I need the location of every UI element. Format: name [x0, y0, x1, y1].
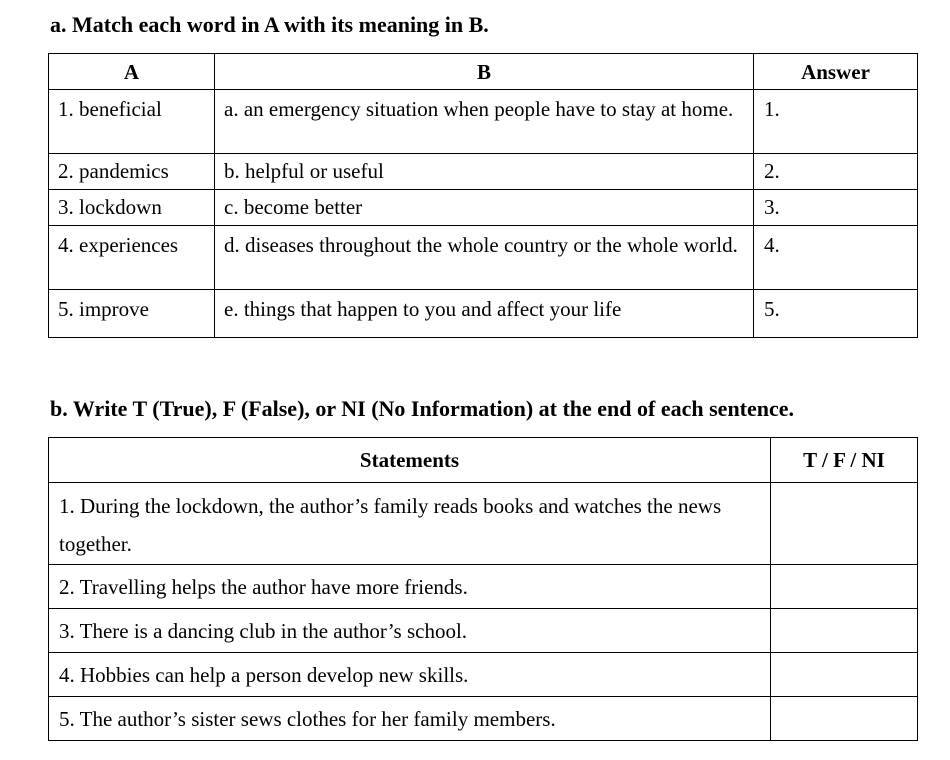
table-row: [49, 190, 918, 226]
tfni-answer-cell[interactable]: [771, 483, 918, 565]
meaning-cell: e. things that happen to you and affect your life: [215, 290, 754, 338]
table-row: [49, 609, 918, 653]
statement-cell: 2. Travelling helps the author have more friends.: [49, 565, 771, 609]
true-false-table-header: [49, 438, 918, 483]
table-row: [49, 90, 918, 154]
table-row: [49, 290, 918, 338]
meaning-cell: b. helpful or useful: [215, 154, 754, 190]
answer-cell[interactable]: 2.: [754, 154, 918, 190]
table-row: [49, 565, 918, 609]
word-cell: 1. beneficial: [49, 90, 215, 154]
table-row: [49, 697, 918, 741]
column-header-b: B: [215, 54, 754, 90]
answer-cell[interactable]: 5.: [754, 290, 918, 338]
word-cell: 4. experiences: [49, 226, 215, 290]
tfni-answer-cell[interactable]: [771, 609, 918, 653]
tfni-answer-cell[interactable]: [771, 697, 918, 741]
statement-cell: 3. There is a dancing club in the author’s school.: [49, 609, 771, 653]
section-a-title: a. Match each word in A with its meaning in B.: [50, 12, 489, 37]
column-header-answer: Answer: [754, 54, 918, 90]
answer-cell[interactable]: 1.: [754, 90, 918, 154]
word-cell: 3. lockdown: [49, 190, 215, 226]
statement-cell: 5. The author’s sister sews clothes for her family members.: [49, 697, 771, 741]
column-header-statements: Statements: [49, 438, 771, 483]
answer-cell[interactable]: 3.: [754, 190, 918, 226]
matching-table: [48, 53, 918, 338]
statement-cell: 4. Hobbies can help a person develop new skills.: [49, 653, 771, 697]
true-false-table: [48, 437, 918, 741]
meaning-cell: d. diseases throughout the whole country or the whole world.: [215, 226, 754, 290]
word-cell: 5. improve: [49, 290, 215, 338]
word-cell: 2. pandemics: [49, 154, 215, 190]
tfni-answer-cell[interactable]: [771, 565, 918, 609]
meaning-cell: c. become better: [215, 190, 754, 226]
column-header-tfni: T / F / NI: [771, 438, 918, 483]
tfni-answer-cell[interactable]: [771, 653, 918, 697]
table-row: [49, 483, 918, 565]
table-row: [49, 154, 918, 190]
table-row: [49, 653, 918, 697]
section-b-title: b. Write T (True), F (False), or NI (No Information) at the end of each sentence.: [50, 396, 795, 421]
column-header-a: A: [49, 54, 215, 90]
table-row: [49, 226, 918, 290]
matching-table-header: [49, 54, 918, 90]
answer-cell[interactable]: 4.: [754, 226, 918, 290]
meaning-cell: a. an emergency situation when people have to stay at home.: [215, 90, 754, 154]
statement-cell: 1. During the lockdown, the author’s family reads books and watches the news together.: [49, 483, 771, 565]
